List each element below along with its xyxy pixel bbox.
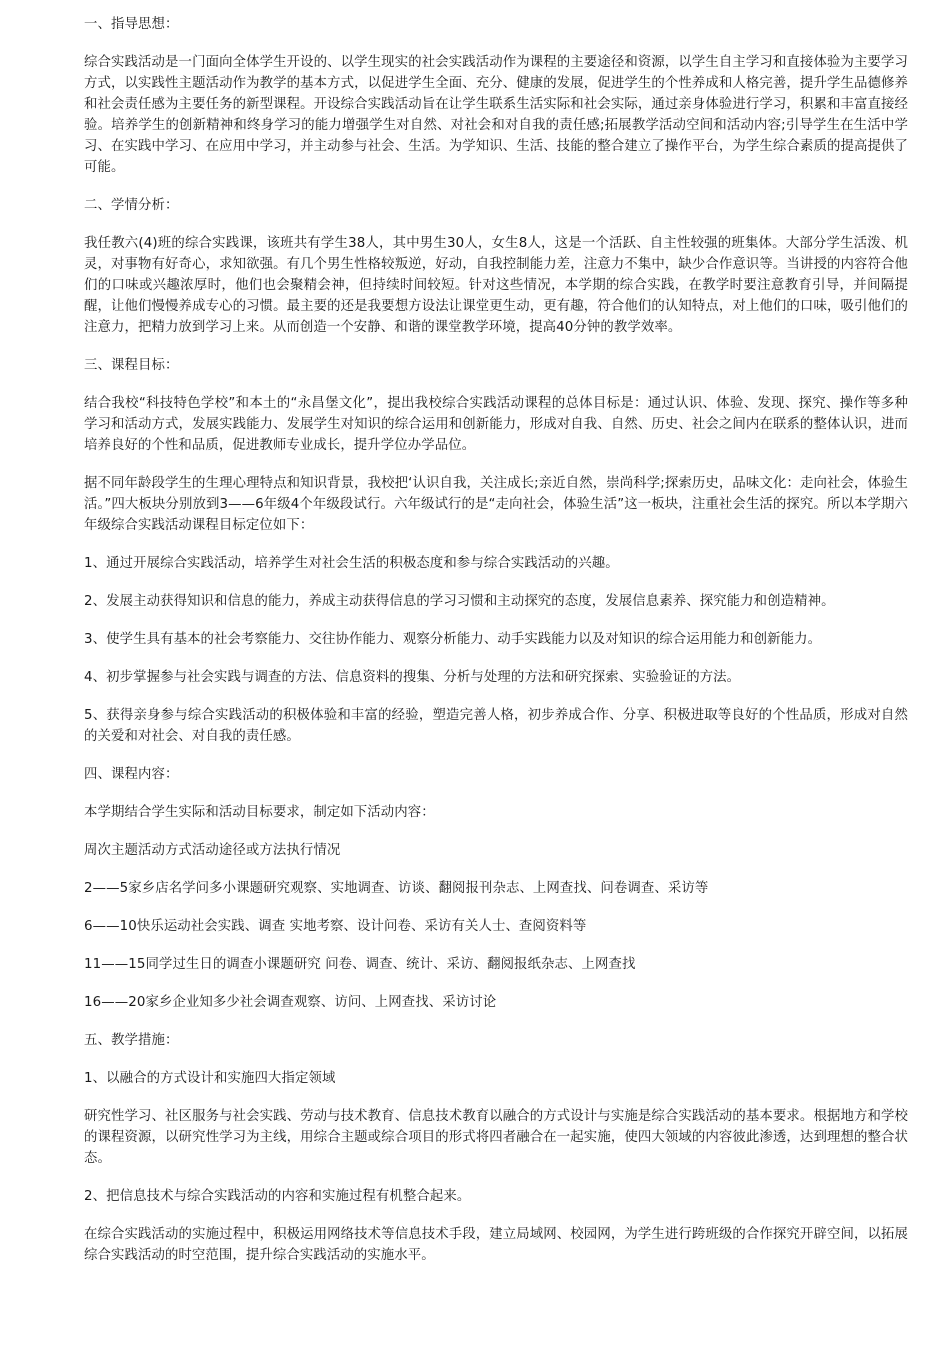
paragraph: 研究性学习、社区服务与社会实践、劳动与技术教育、信息技术教育以融合的方式设计与实施是综合实践活动的基本要求。根据地方和学校的课程资源，以研究性学习为主线，用综合主题或综合项目的形式将四者融合在一起实施，使四大领域的内容彼此渗透，达到理想的整合状态。 xyxy=(84,1109,908,1166)
measure-item: 1、以融合的方式设计和实施四大指定领域 xyxy=(84,1071,336,1086)
section-heading: 二、学情分析： xyxy=(84,198,179,213)
measure-item: 2、把信息技术与综合实践活动的内容和实施过程有机整合起来。 xyxy=(84,1189,471,1204)
paragraph: 结合我校“科技特色学校”和本土的“永昌堡文化”，提出我校综合实践活动课程的总体目标是：通过认识、体验、发现、探究、操作等多种学习和活动方式，发展实践能力、发展学生对知识的综合运用和创新能力，形成对自我、自然、历史、社会之间内在联系的整体认识，进而培养良好的个性和品质，促进教师专业成长，提升学位办学品位。 xyxy=(84,396,908,453)
paragraph: 在综合实践活动的实施过程中，积极运用网络技术等信息技术手段，建立局域网、校园网，为学生进行跨班级的合作探究开辟空间，以拓展综合实践活动的时空范围，提升综合实践活动的实施水平。 xyxy=(84,1227,908,1263)
section-heading: 三、课程目标： xyxy=(84,358,179,373)
schedule-row: 2——5家乡店名学问多小课题研究观察、实地调查、访谈、翻阅报刊杂志、上网查找、问卷调查、采访等 xyxy=(84,881,709,896)
paragraph: 我任教六(4)班的综合实践课，该班共有学生38人，其中男生30人，女生8人，这是一个活跃、自主性较强的班集体。大部分学生活泼、机灵，对事物有好奇心，求知欲强。有几个男生性格较叛逆，好动，自我控制能力差，注意力不集中，缺少合作意识等。当讲授的内容符合他们的口味或兴趣浓厚时，他们也会聚精会神，但持续时间较短。针对这些情况，本学期的综合实践，在教学时要注意教育引导，并间隔提醒，让他们慢慢养成专心的习惯。最主要的还是我要想方设法让课堂更生动，更有趣，符合他们的认知特点，对上他们的口味，吸引他们的注意力，把精力放到学习上来。从而创造一个安静、和谐的课堂教学环境，提高40分钟的教学效率。 xyxy=(84,236,908,335)
schedule-header: 周次主题活动方式活动途径或方法执行情况 xyxy=(84,843,341,858)
schedule-row: 16——20家乡企业知多少社会调查观察、访问、上网查找、采访讨论 xyxy=(84,995,497,1010)
section-heading: 四、课程内容： xyxy=(84,767,179,782)
schedule-row: 11——15同学过生日的调查小课题研究 问卷、调查、统计、采访、翻阅报纸杂志、上网查找 xyxy=(84,957,636,972)
goal-item: 2、发展主动获得知识和信息的能力，养成主动获得信息的学习习惯和主动探究的态度，发展信息素养、探究能力和创造精神。 xyxy=(84,594,835,609)
section-heading: 一、指导思想： xyxy=(84,17,179,32)
goal-item: 3、使学生具有基本的社会考察能力、交往协作能力、观察分析能力、动手实践能力以及对知识的综合运用能力和创新能力。 xyxy=(84,632,822,647)
goal-item: 4、初步掌握参与社会实践与调查的方法、信息资料的搜集、分析与处理的方法和研究探索、实验验证的方法。 xyxy=(84,670,741,685)
goal-item: 1、通过开展综合实践活动，培养学生对社会生活的积极态度和参与综合实践活动的兴趣。 xyxy=(84,556,619,571)
schedule-row: 6——10快乐运动社会实践、调查 实地考察、设计问卷、采访有关人士、查阅资料等 xyxy=(84,919,587,934)
section-heading: 五、教学措施： xyxy=(84,1033,179,1048)
paragraph: 综合实践活动是一门面向全体学生开设的、以学生现实的社会实践活动作为课程的主要途径和资源，以学生自主学习和直接体验为主要学习方式，以实践性主题活动作为教学的基本方式，以促进学生全面、充分、健康的发展，促进学生的个性养成和人格完善，提升学生品德修养和社会责任感为主要任务的新型课程。开设综合实践活动旨在让学生联系生活实际和社会实际，通过亲身体验进行学习，积累和丰富直接经验。培养学生的创新精神和终身学习的能力增强学生对自然、对社会和对自我的责任感;拓展教学活动空间和活动内容;引导学生在生活中学习、在实践中学习、在应用中学习，并主动参与社会、生活。为学知识、生活、技能的整合建立了操作平台，为学生综合素质的提高提供了可能。 xyxy=(84,55,908,175)
goal-item: 5、获得亲身参与综合实践活动的积极体验和丰富的经验，塑造完善人格，初步养成合作、分享、积极进取等良好的个性品质，形成对自然的关爱和对社会、对自我的责任感。 xyxy=(84,708,908,744)
paragraph: 据不同年龄段学生的生理心理特点和知识背景，我校把‘认识自我，关注成长;亲近自然，崇尚科学;探索历史，品味文化：走向社会，体验生活。”四大板块分别放到3——6年级4个年级段试行。六年级试行的是“走向社会，体验生活”这一板块，注重社会生活的探究。所以本学期六年级综合实践活动课程目标定位如下： xyxy=(84,476,908,533)
paragraph: 本学期结合学生实际和活动目标要求，制定如下活动内容： xyxy=(84,805,435,820)
